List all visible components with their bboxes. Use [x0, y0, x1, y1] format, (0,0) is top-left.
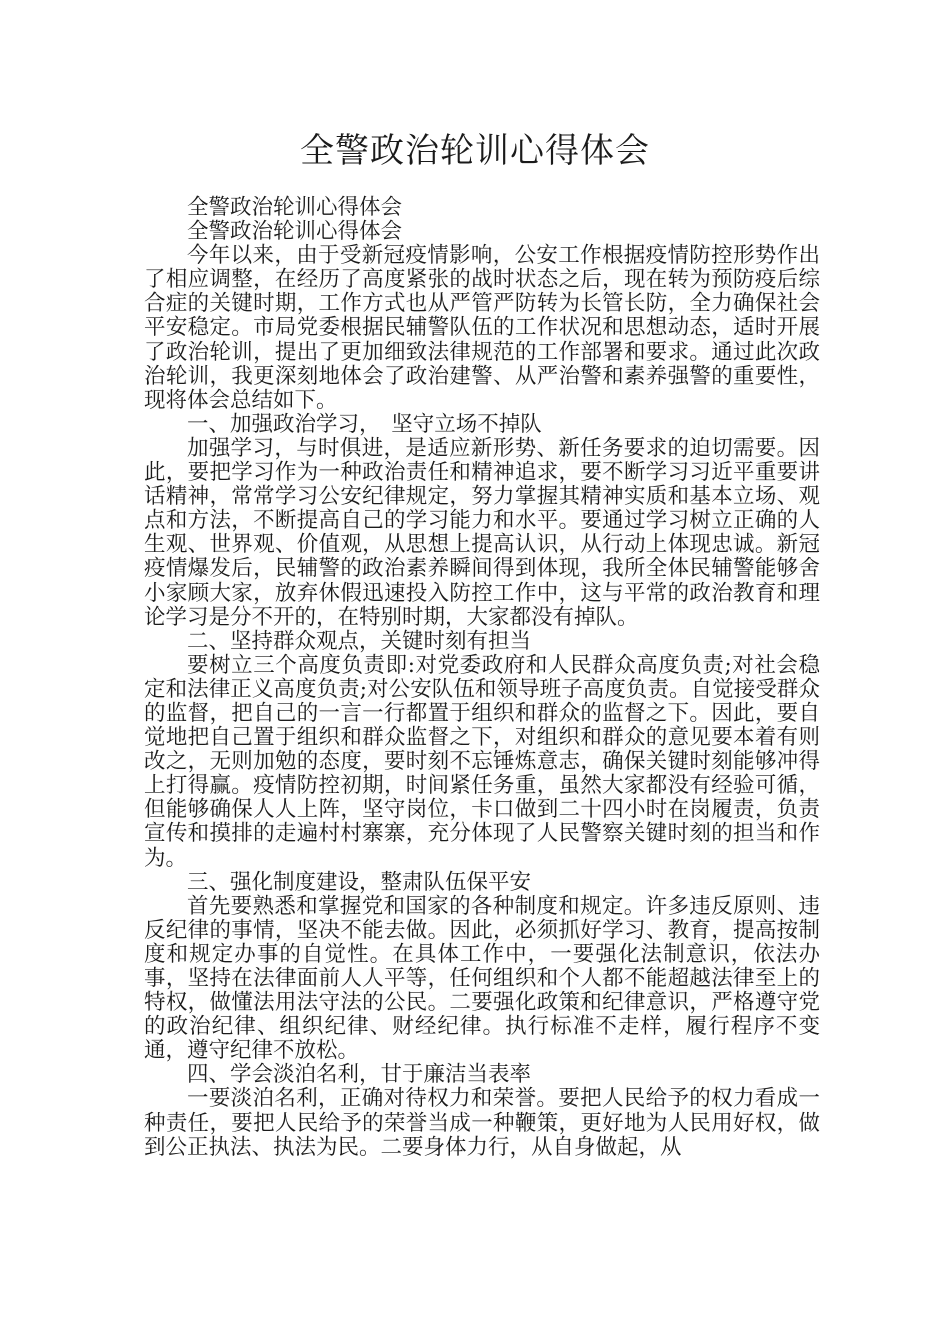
paragraph: 今年以来，由于受新冠疫情影响，公安工作根据疫情防控形势作出了相应调整，在经历了高度紧张的战时状态之后，现在转为预防疫后综合症的关键时期，工作方式也从严管严防转为长管长防，全力确保社会平安稳定。市局党委根据民辅警队伍的工作状况和思想动态，适时开展了政治轮训，提出了更加细致法律规范的工作部署和要求。通过此次政治轮训，我更深刻地体会了政治建警、从严治警和素养强警的重要性，现将体会总结如下。	[144, 243, 820, 413]
paragraph: 首先要熟悉和掌握党和国家的各种制度和规定。许多违反原则、违反纪律的事情，坚决不能去做。因此，必须抓好学习、教育，提高按制度和规定办事的自觉性。在具体工作中，一要强化法制意识，依法办事，坚持在法律面前人人平等，任何组织和个人都不能超越法律至上的特权，做懂法用法守法的公民。二要强化政策和纪律意识，严格遵守党的政治纪律、组织纪律、财经纪律。执行标准不走样，履行程序不变通，遵守纪律不放松。	[144, 893, 820, 1064]
section-heading: 四、学会淡泊名利，甘于廉洁当表率	[187, 1062, 532, 1088]
paragraph-subtitle: 全警政治轮训心得体会	[187, 219, 403, 245]
document-title: 全警政治轮训心得体会	[300, 131, 650, 171]
section-heading: 一、加强政治学习， 坚守立场不掉队	[187, 411, 542, 437]
document-body	[144, 196, 820, 1160]
paragraph: 加强学习，与时俱进，是适应新形势、新任务要求的迫切需要。因此，要把学习作为一种政治责任和精神追求，要不断学习习近平重要讲话精神，常常学习公安纪律规定，努力掌握其精神实质和基本立场、观点和方法，不断提高自己的学习能力和水平。要通过学习树立正确的人生观、世界观、价值观，从思想上提高认识，从行动上体现忠诚。新冠疫情爆发后，民辅警的政治素养瞬间得到体现，我所全体民辅警能够舍小家顾大家，放弃休假迅速投入防控工作中，这与平常的政治教育和理论学习是分不开的，在特别时期，大家都没有掉队。	[144, 435, 820, 630]
paragraph-subtitle: 全警政治轮训心得体会	[187, 195, 403, 220]
section-heading: 二、坚持群众观点，关键时刻有担当	[187, 628, 532, 654]
section-heading: 三、强化制度建设，整肃队伍保平安	[187, 869, 532, 895]
paragraph: 要树立三个高度负责即:对党委政府和人民群众高度负责;对社会稳定和法律正义高度负责;对公安队伍和领导班子高度负责。自觉接受群众的监督，把自己的一言一行都置于组织和群众的监督之下。因此，要自觉地把自己置于组织和群众监督之下，对组织和群众的意见要本着有则改之，无则加勉的态度，要时刻不忘锤炼意志，确保关键时刻能够冲得上打得赢。疫情防控初期，时间紧任务重，虽然大家都没有经验可循，但能够确保人人上阵，坚守岗位，卡口做到二十四小时在岗履责，负责宣传和摸排的走遍村村寨寨，充分体现了人民警察关键时刻的担当和作为。	[144, 652, 820, 871]
paragraph: 一要淡泊名利，正确对待权力和荣誉。要把人民给予的权力看成一种责任，要把人民给予的荣誉当成一种鞭策，更好地为人民用好权，做到公正执法、执法为民。二要身体力行，从自身做起，从	[144, 1086, 820, 1160]
